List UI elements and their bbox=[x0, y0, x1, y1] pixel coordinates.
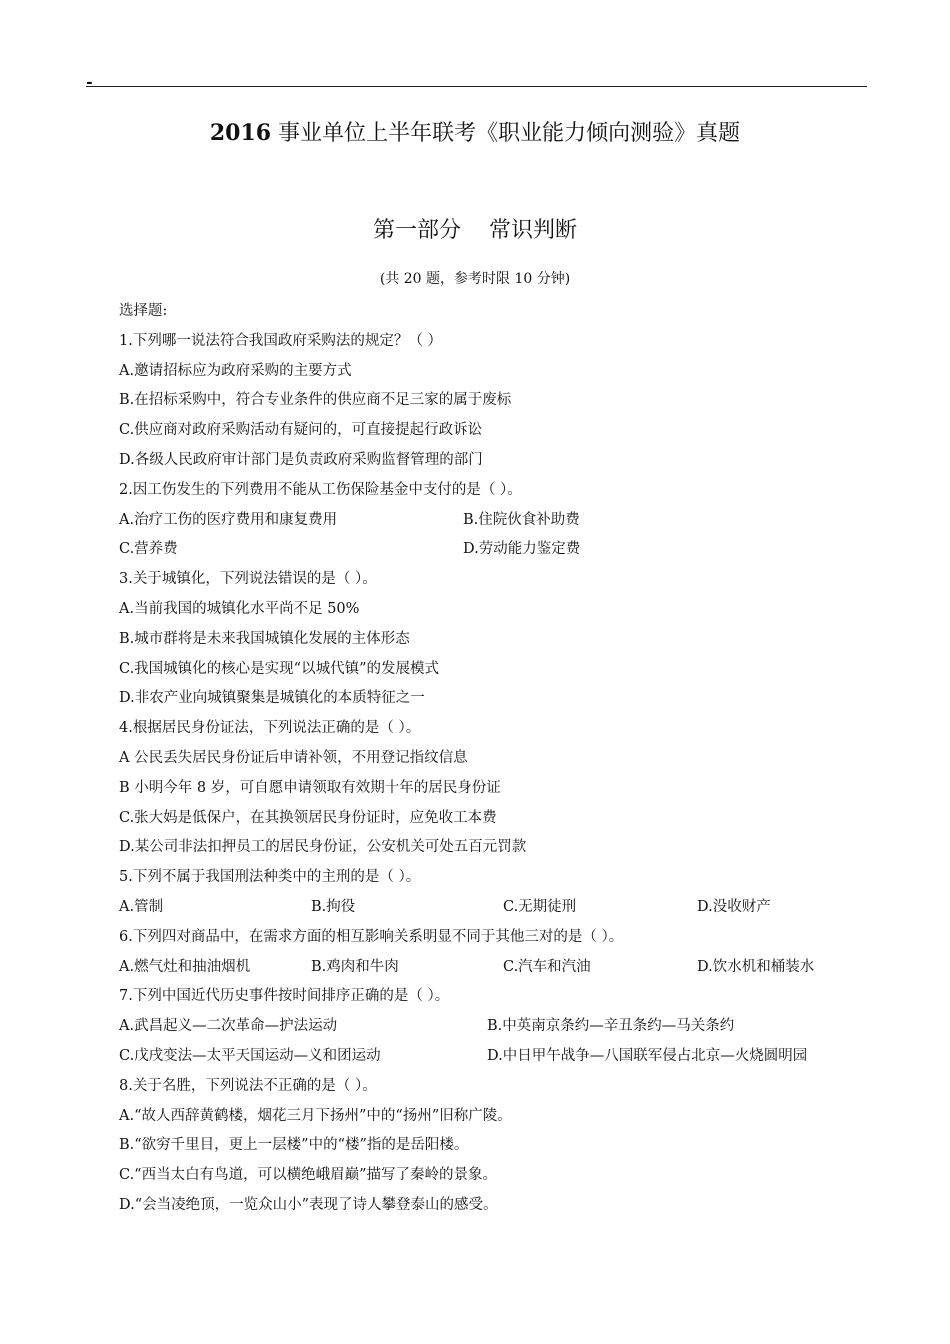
answer-option: D.没收财产 bbox=[697, 898, 771, 915]
answer-option: A.燃气灶和抽油烟机 bbox=[119, 958, 251, 975]
answer-option: B.住院伙食补助费 bbox=[463, 511, 580, 528]
answer-option: D.饮水机和桶装水 bbox=[697, 958, 815, 975]
question-stem: 1.下列哪一说法符合我国政府采购法的规定？（ ） bbox=[119, 332, 442, 349]
answer-option: D.非农产业向城镇聚集是城镇化的本质特征之一 bbox=[119, 690, 425, 707]
option-row bbox=[119, 1161, 879, 1191]
question-stem: 7.下列中国近代历史事件按时间排序正确的是（ ）。 bbox=[119, 988, 450, 1005]
question-stem: 8.关于名胜，下列说法不正确的是（ ）。 bbox=[119, 1077, 377, 1094]
question-stem: 2.因工伤发生的下列费用不能从工伤保险基金中支付的是（ ）。 bbox=[119, 481, 522, 498]
header-dash: - bbox=[86, 72, 93, 91]
answer-option: C.供应商对政府采购活动有疑问的，可直接提起行政诉讼 bbox=[119, 422, 483, 439]
answer-option: A.治疗工伤的医疗费用和康复费用 bbox=[119, 511, 338, 528]
section-heading: 第一部分 常识判断 bbox=[373, 218, 577, 243]
option-row bbox=[119, 804, 879, 834]
answer-option: C.“西当太白有鸟道，可以横绝峨眉巅”描写了秦岭的景象。 bbox=[119, 1167, 498, 1184]
answer-option: B 小明今年 8 岁，可自愿申请领取有效期十年的居民身份证 bbox=[119, 779, 501, 796]
option-row bbox=[119, 446, 879, 476]
answer-option: B.鸡肉和牛肉 bbox=[311, 958, 399, 975]
option-row bbox=[119, 357, 879, 387]
question-stem: 3.关于城镇化，下列说法错误的是（ ）。 bbox=[119, 571, 377, 588]
title-text: 事业单位上半年联考《职业能力倾向测验》真题 bbox=[271, 121, 741, 146]
option-row bbox=[119, 625, 879, 655]
option-row bbox=[119, 684, 879, 714]
option-row bbox=[119, 535, 879, 565]
answer-option: C.汽车和汽油 bbox=[503, 958, 591, 975]
answer-option: C.营养费 bbox=[119, 541, 178, 558]
answer-option: A.武昌起义—二次革命—护法运动 bbox=[119, 1018, 338, 1035]
section-note: (共 20 题，参考时限 10 分钟) bbox=[379, 271, 571, 287]
option-row bbox=[119, 1191, 879, 1221]
answer-option: A.邀请招标应为政府采购的主要方式 bbox=[119, 362, 352, 379]
answer-option: A.管制 bbox=[119, 898, 164, 915]
answer-option: B.拘役 bbox=[311, 898, 356, 915]
option-row bbox=[119, 506, 879, 536]
intro-label: 选择题: bbox=[119, 303, 168, 319]
answer-option: C.戊戌变法—太平天国运动—义和团运动 bbox=[119, 1047, 381, 1064]
option-row bbox=[119, 386, 879, 416]
option-row bbox=[119, 416, 879, 446]
option-row bbox=[119, 953, 879, 983]
answer-option: C.无期徒刑 bbox=[503, 898, 577, 915]
answer-option: C.我国城镇化的核心是实现“以城代镇”的发展模式 bbox=[119, 660, 440, 677]
header-rule bbox=[86, 86, 867, 87]
option-row bbox=[119, 1102, 879, 1132]
option-row bbox=[119, 595, 879, 625]
answer-option: D.各级人民政府审计部门是负责政府采购监督管理的部门 bbox=[119, 451, 483, 468]
title-year: 2016 bbox=[209, 120, 272, 146]
answer-option: B.在招标采购中，符合专业条件的供应商不足三家的属于废标 bbox=[119, 392, 512, 409]
option-row bbox=[119, 893, 879, 923]
question-stem: 6.下列四对商品中，在需求方面的相互影响关系明显不同于其他三对的是（ ）。 bbox=[119, 928, 624, 945]
option-row bbox=[119, 1012, 879, 1042]
document-title bbox=[0, 116, 950, 151]
option-row bbox=[119, 1042, 879, 1072]
question-body bbox=[119, 297, 879, 1221]
answer-option: A 公民丢失居民身份证后申请补领，不用登记指纹信息 bbox=[119, 749, 468, 766]
option-row bbox=[119, 774, 879, 804]
option-row bbox=[119, 655, 879, 685]
question-stem: 4.根据居民身份证法，下列说法正确的是（ ）。 bbox=[119, 720, 421, 737]
answer-option: A.“故人西辞黄鹤楼，烟花三月下扬州”中的“扬州”旧称广陵。 bbox=[119, 1107, 512, 1124]
answer-option: B.城市群将是未来我国城镇化发展的主体形态 bbox=[119, 630, 410, 647]
option-row bbox=[119, 1131, 879, 1161]
answer-option: D.“会当凌绝顶，一览众山小”表现了诗人攀登泰山的感受。 bbox=[119, 1196, 498, 1213]
answer-option: C.张大妈是低保户，在其换领居民身份证时，应免收工本费 bbox=[119, 809, 497, 826]
answer-option: B.中英南京条约—辛丑条约—马关条约 bbox=[487, 1018, 735, 1035]
option-row bbox=[119, 744, 879, 774]
answer-option: A.当前我国的城镇化水平尚不足 50% bbox=[119, 600, 360, 617]
option-row bbox=[119, 833, 879, 863]
answer-option: B.“欲穷千里目，更上一层楼”中的“楼”指的是岳阳楼。 bbox=[119, 1137, 469, 1154]
answer-option: D.劳动能力鉴定费 bbox=[463, 541, 581, 558]
answer-option: D.中日甲午战争—八国联军侵占北京—火烧圆明园 bbox=[487, 1047, 808, 1064]
answer-option: D.某公司非法扣押员工的居民身份证，公安机关可处五百元罚款 bbox=[119, 839, 527, 856]
question-stem: 5.下列不属于我国刑法种类中的主刑的是（ ）。 bbox=[119, 869, 421, 886]
